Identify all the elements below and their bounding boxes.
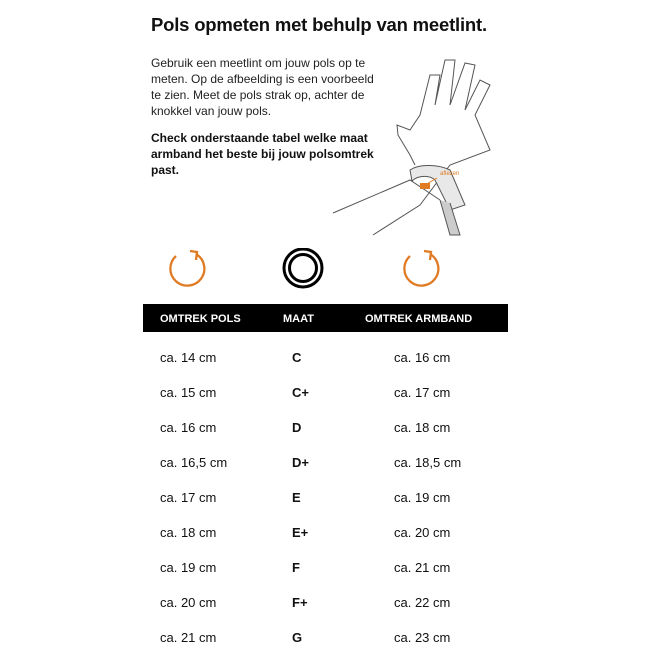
wrist-size-cell: ca. 18 cm (160, 525, 217, 540)
bracelet-size-cell: ca. 17 cm (394, 385, 451, 400)
double-ring-icon (280, 248, 326, 292)
table-row (0, 350, 650, 370)
wrist-size-cell: ca. 16 cm (160, 420, 217, 435)
instruction-text: Check onderstaande tabel welke maat armband het beste bij jouw polsomtrek past. (151, 131, 374, 177)
band-size-cell: C (292, 350, 302, 365)
bracelet-size-cell: ca. 16 cm (394, 350, 451, 365)
intro-text: Gebruik een meetlint om jouw pols op te meten. Op de afbeelding is een voorbeeld te zien. Meet de pols strak op, achter de knokkel van jouw pols. (151, 56, 374, 118)
bracelet-size-cell: ca. 23 cm (394, 630, 451, 645)
wrist-measurement-illustration (300, 35, 520, 245)
wrist-size-cell: ca. 19 cm (160, 560, 217, 575)
table-row (0, 420, 650, 440)
table-row (0, 525, 650, 545)
wrist-size-cell: ca. 14 cm (160, 350, 217, 365)
table-row (0, 595, 650, 615)
rotate-arrow-icon (164, 248, 210, 292)
rotate-arrow-icon (398, 248, 444, 292)
bracelet-size-cell: ca. 18,5 cm (394, 455, 462, 470)
header-omtrek-armband: OMTREK ARMBAND (365, 313, 473, 325)
bracelet-size-cell: ca. 19 cm (394, 490, 451, 505)
header-omtrek-pols: OMTREK POLS (160, 313, 241, 325)
table-row (0, 455, 650, 475)
table-row (0, 490, 650, 510)
table-header (143, 304, 508, 332)
table-row (0, 385, 650, 405)
wrist-size-cell: ca. 20 cm (160, 595, 217, 610)
band-size-cell: F+ (292, 595, 308, 610)
aflezen-label: aflezen (440, 171, 460, 177)
bracelet-size-cell: ca. 20 cm (394, 525, 451, 540)
wrist-size-cell: ca. 15 cm (160, 385, 217, 400)
bracelet-size-cell: ca. 21 cm (394, 560, 451, 575)
band-size-cell: F (292, 560, 300, 575)
band-size-cell: G (292, 630, 303, 645)
header-maat: MAAT (283, 313, 314, 325)
wrist-size-cell: ca. 21 cm (160, 630, 217, 645)
band-size-cell: D (292, 420, 302, 435)
wrist-size-cell: ca. 17 cm (160, 490, 217, 505)
band-size-cell: E (292, 490, 301, 505)
band-size-cell: C+ (292, 385, 309, 400)
page-title: Pols opmeten met behulp van meetlint. (151, 14, 487, 35)
band-size-cell: D+ (292, 455, 309, 470)
table-row (0, 630, 650, 650)
table-row (0, 560, 650, 580)
bracelet-size-cell: ca. 18 cm (394, 420, 451, 435)
wrist-size-cell: ca. 16,5 cm (160, 455, 228, 470)
band-size-cell: E+ (292, 525, 309, 540)
bracelet-size-cell: ca. 22 cm (394, 595, 451, 610)
